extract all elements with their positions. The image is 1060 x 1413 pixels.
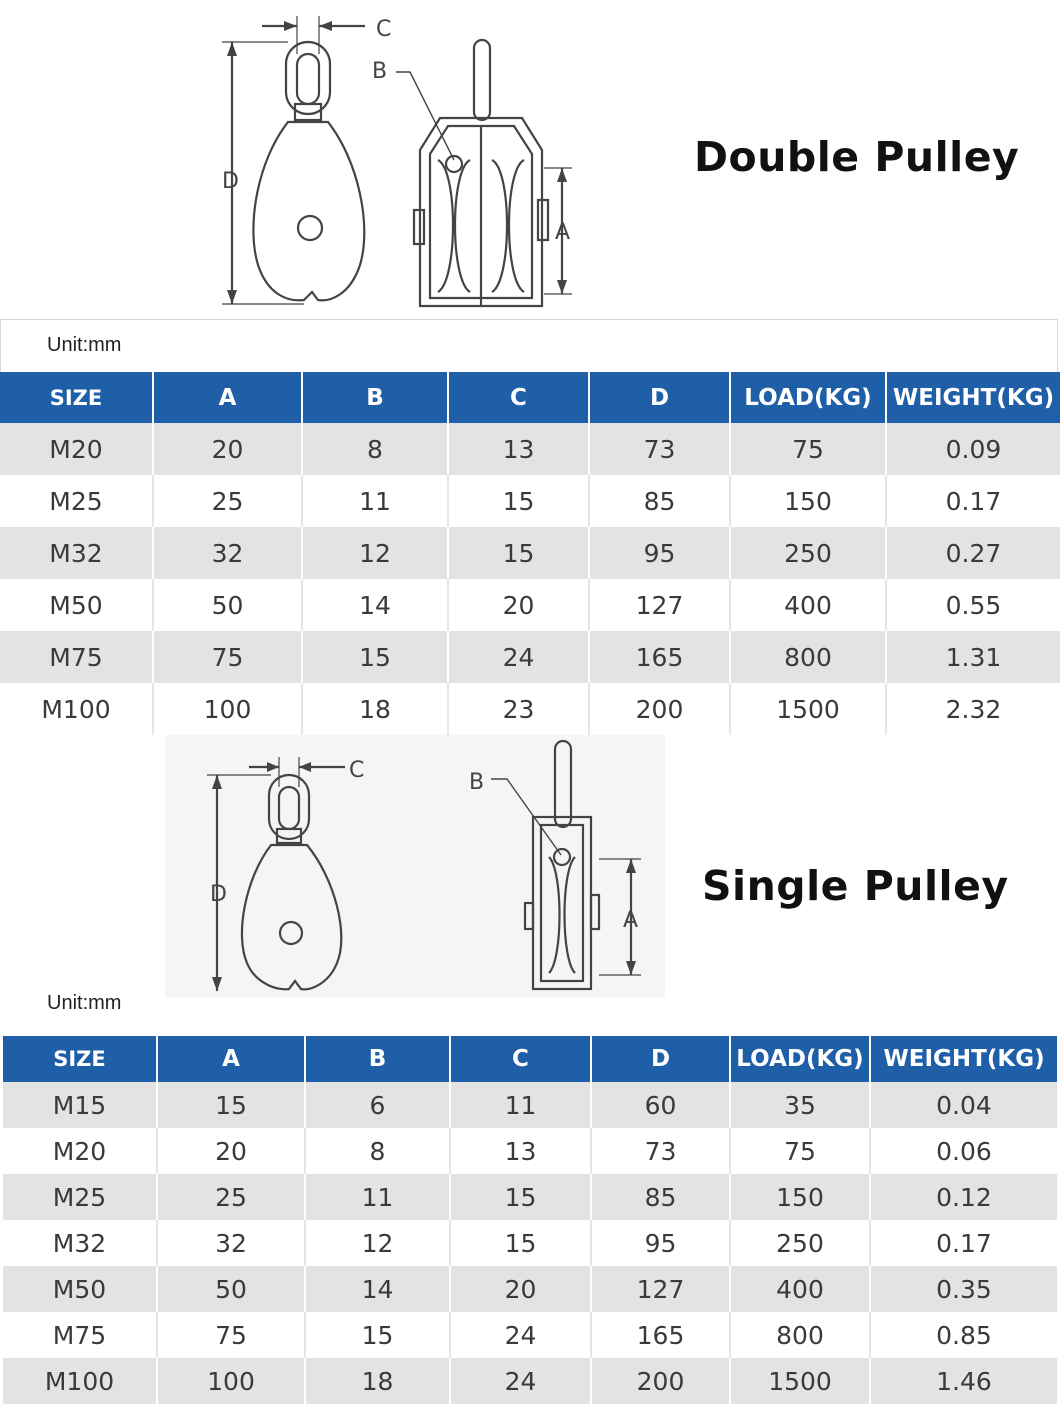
- table-cell: 32: [157, 1220, 305, 1266]
- table-cell: 0.12: [870, 1174, 1057, 1220]
- column-header: WEIGHT(KG): [870, 1036, 1057, 1082]
- table-cell: 23: [448, 683, 589, 735]
- dim-d-label: D: [222, 169, 239, 194]
- table-cell: 165: [591, 1312, 730, 1358]
- column-header: C: [450, 1036, 591, 1082]
- table-cell: 2.32: [886, 683, 1060, 735]
- table-cell: 0.85: [870, 1312, 1057, 1358]
- table-cell: M15: [3, 1082, 157, 1128]
- dim-b-label: B: [469, 770, 485, 795]
- double-pulley-spec-table: [0, 372, 1060, 735]
- table-row: [3, 1358, 1057, 1404]
- table-cell: 150: [730, 475, 886, 527]
- table-cell: 60: [591, 1082, 730, 1128]
- table-row: [0, 475, 1060, 527]
- table-cell: 13: [450, 1128, 591, 1174]
- table-row: [3, 1312, 1057, 1358]
- table-cell: M32: [0, 527, 153, 579]
- table-cell: 15: [305, 1312, 450, 1358]
- table-cell: 100: [153, 683, 302, 735]
- table-cell: M20: [0, 423, 153, 475]
- table-cell: 15: [448, 527, 589, 579]
- table-cell: 11: [450, 1082, 591, 1128]
- table-cell: M75: [0, 631, 153, 683]
- table-cell: 0.55: [886, 579, 1060, 631]
- table-row: [3, 1220, 1057, 1266]
- column-header: SIZE: [3, 1036, 157, 1082]
- table-cell: 25: [153, 475, 302, 527]
- table-cell: 200: [589, 683, 730, 735]
- table-cell: M100: [0, 683, 153, 735]
- dim-a-label: A: [623, 908, 639, 933]
- table-cell: 14: [305, 1266, 450, 1312]
- table-cell: 0.35: [870, 1266, 1057, 1312]
- table-cell: 150: [730, 1174, 870, 1220]
- table-cell: M50: [0, 579, 153, 631]
- column-header: LOAD(KG): [730, 1036, 870, 1082]
- dim-d-label: D: [210, 882, 227, 907]
- table-cell: 85: [589, 475, 730, 527]
- table-cell: 400: [730, 579, 886, 631]
- table-cell: 95: [589, 527, 730, 579]
- table-cell: 13: [448, 423, 589, 475]
- column-header: SIZE: [0, 372, 153, 423]
- column-header: B: [305, 1036, 450, 1082]
- table-cell: 73: [589, 423, 730, 475]
- column-header: WEIGHT(KG): [886, 372, 1060, 423]
- table-cell: 0.17: [886, 475, 1060, 527]
- table-row: [3, 1174, 1057, 1220]
- table-cell: 11: [302, 475, 448, 527]
- table-cell: 165: [589, 631, 730, 683]
- table-cell: 250: [730, 527, 886, 579]
- table-cell: 24: [450, 1358, 591, 1404]
- table-cell: M32: [3, 1220, 157, 1266]
- single-pulley-title: Single Pulley: [702, 862, 1009, 910]
- table-cell: M20: [3, 1128, 157, 1174]
- table-cell: 400: [730, 1266, 870, 1312]
- table-cell: 18: [305, 1358, 450, 1404]
- table-cell: 1.46: [870, 1358, 1057, 1404]
- table-cell: M100: [3, 1358, 157, 1404]
- dim-b-label: B: [372, 59, 388, 84]
- table-cell: 800: [730, 1312, 870, 1358]
- double-pulley-title: Double Pulley: [694, 133, 1020, 181]
- table-row: [3, 1266, 1057, 1312]
- table-cell: 12: [305, 1220, 450, 1266]
- table-cell: 0.06: [870, 1128, 1057, 1174]
- column-header: B: [302, 372, 448, 423]
- column-header: D: [591, 1036, 730, 1082]
- table-cell: 50: [153, 579, 302, 631]
- table-row: [0, 631, 1060, 683]
- table-cell: 1.31: [886, 631, 1060, 683]
- table-cell: 75: [157, 1312, 305, 1358]
- table-cell: 95: [591, 1220, 730, 1266]
- table-cell: M75: [3, 1312, 157, 1358]
- table-cell: 800: [730, 631, 886, 683]
- table-cell: 35: [730, 1082, 870, 1128]
- table-row: [0, 579, 1060, 631]
- dim-c-label: C: [376, 17, 392, 42]
- table-row: [0, 683, 1060, 735]
- double-pulley-drawing: [200, 10, 600, 315]
- table-cell: 24: [450, 1312, 591, 1358]
- table-cell: 15: [302, 631, 448, 683]
- table-cell: 6: [305, 1082, 450, 1128]
- table-cell: 1500: [730, 1358, 870, 1404]
- table-cell: 127: [591, 1266, 730, 1312]
- table-cell: 15: [448, 475, 589, 527]
- table-cell: 15: [450, 1220, 591, 1266]
- table-cell: 15: [157, 1082, 305, 1128]
- table-cell: 100: [157, 1358, 305, 1404]
- table-cell: 0.17: [870, 1220, 1057, 1266]
- table-cell: 20: [448, 579, 589, 631]
- table-cell: 75: [153, 631, 302, 683]
- column-header: A: [157, 1036, 305, 1082]
- double-unit-label: Unit:mm: [47, 334, 122, 356]
- table-cell: 75: [730, 1128, 870, 1174]
- table-cell: 1500: [730, 683, 886, 735]
- table-cell: 0.09: [886, 423, 1060, 475]
- table-cell: 75: [730, 423, 886, 475]
- table-cell: 8: [302, 423, 448, 475]
- table-cell: 15: [450, 1174, 591, 1220]
- table-cell: M25: [0, 475, 153, 527]
- table-cell: 127: [589, 579, 730, 631]
- column-header: LOAD(KG): [730, 372, 886, 423]
- single-unit-label: Unit:mm: [47, 992, 122, 1014]
- dim-a-label: A: [555, 220, 571, 245]
- table-cell: 200: [591, 1358, 730, 1404]
- table-cell: 50: [157, 1266, 305, 1312]
- table-cell: 25: [157, 1174, 305, 1220]
- single-pulley-drawing: [165, 735, 665, 997]
- table-cell: M25: [3, 1174, 157, 1220]
- single-pulley-spec-table: [3, 1036, 1057, 1404]
- table-cell: 85: [591, 1174, 730, 1220]
- table-row: [3, 1128, 1057, 1174]
- table-cell: 20: [153, 423, 302, 475]
- table-row: [3, 1082, 1057, 1128]
- column-header: A: [153, 372, 302, 423]
- table-cell: 12: [302, 527, 448, 579]
- dim-c-label: C: [349, 758, 365, 783]
- table-cell: 73: [591, 1128, 730, 1174]
- table-cell: 32: [153, 527, 302, 579]
- table-cell: 0.04: [870, 1082, 1057, 1128]
- table-cell: 24: [448, 631, 589, 683]
- table-cell: 20: [157, 1128, 305, 1174]
- table-row: [0, 527, 1060, 579]
- table-cell: 18: [302, 683, 448, 735]
- table-cell: 250: [730, 1220, 870, 1266]
- table-cell: 11: [305, 1174, 450, 1220]
- table-cell: M50: [3, 1266, 157, 1312]
- table-cell: 0.27: [886, 527, 1060, 579]
- table-row: [0, 423, 1060, 475]
- column-header: C: [448, 372, 589, 423]
- table-cell: 14: [302, 579, 448, 631]
- table-cell: 20: [450, 1266, 591, 1312]
- table-cell: 8: [305, 1128, 450, 1174]
- column-header: D: [589, 372, 730, 423]
